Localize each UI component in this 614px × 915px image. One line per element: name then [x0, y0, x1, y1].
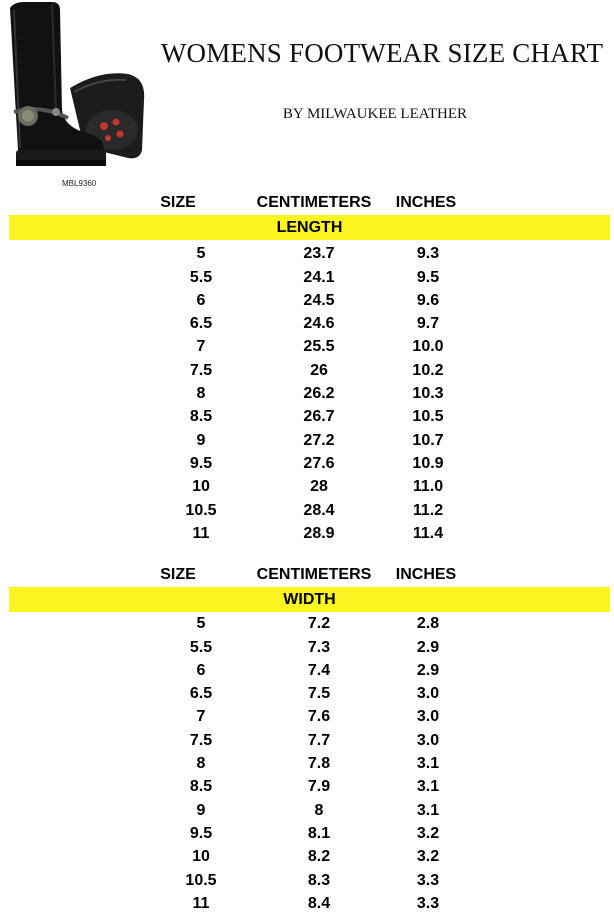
cm-cell: 23.7: [303, 245, 335, 263]
size-cell: 5: [196, 245, 206, 263]
inches-cell: 3.2: [416, 848, 440, 866]
size-cell: 9.5: [189, 454, 213, 472]
cm-cell: 26: [310, 361, 328, 379]
width-rows: [0, 612, 614, 915]
size-cell: 9.5: [189, 824, 213, 842]
inches-header: INCHES: [395, 566, 457, 583]
size-cell: 11: [192, 894, 210, 912]
inches-cell: 9.7: [416, 315, 440, 333]
length-rows: [0, 242, 614, 545]
cm-cell: 24.5: [303, 291, 335, 309]
table-row: [0, 775, 614, 798]
cm-cell: 7.4: [307, 661, 331, 679]
length-band: [9, 215, 610, 240]
table-row: [0, 452, 614, 475]
table-row: [0, 312, 614, 335]
product-sku: MBL9360: [62, 179, 97, 188]
product-image: [0, 0, 150, 195]
size-cell: 10.5: [185, 871, 217, 889]
table-row: [0, 359, 614, 382]
inches-cell: 3.3: [416, 894, 440, 912]
size-cell: 10: [192, 848, 210, 866]
inches-cell: 10.3: [412, 385, 444, 403]
inches-cell: 10.2: [412, 361, 444, 379]
table-row: [0, 382, 614, 405]
size-cell: 9: [196, 431, 206, 449]
inches-cell: 3.1: [416, 801, 440, 819]
cm-cell: 7.3: [307, 638, 331, 656]
length-label: LENGTH: [276, 219, 343, 237]
table-row: [0, 822, 614, 845]
inches-cell: 3.1: [416, 778, 440, 796]
centimeters-header: CENTIMETERS: [256, 194, 372, 211]
size-cell: 7.5: [189, 731, 213, 749]
cm-cell: 8.4: [307, 894, 331, 912]
centimeters-header: CENTIMETERS: [256, 566, 372, 583]
table-row: [0, 705, 614, 728]
inches-cell: 10.9: [412, 454, 444, 472]
table-row: [0, 659, 614, 682]
cm-cell: 7.2: [307, 615, 331, 633]
size-header: SIZE: [160, 194, 196, 211]
cm-cell: 28.9: [303, 524, 335, 542]
inches-cell: 2.9: [416, 638, 440, 656]
cm-cell: 28.4: [303, 501, 335, 519]
size-header: SIZE: [160, 566, 196, 583]
inches-cell: 2.9: [416, 661, 440, 679]
size-cell: 7: [196, 708, 206, 726]
cm-cell: 26.7: [303, 408, 335, 426]
cm-cell: 27.6: [303, 454, 335, 472]
inches-cell: 11.4: [412, 524, 444, 542]
inches-cell: 9.5: [416, 268, 440, 286]
table-row: [0, 892, 614, 915]
table-row: [0, 522, 614, 545]
inches-cell: 3.0: [416, 685, 440, 703]
cm-cell: 24.6: [303, 315, 335, 333]
cm-cell: 28: [310, 478, 328, 496]
size-cell: 10: [192, 478, 210, 496]
cm-cell: 8.3: [307, 871, 331, 889]
cm-cell: 7.6: [307, 708, 331, 726]
size-cell: 11: [192, 524, 210, 542]
width-column-header: [0, 564, 614, 587]
cm-cell: 25.5: [303, 338, 335, 356]
inches-cell: 10.0: [412, 338, 444, 356]
size-cell: 10.5: [185, 501, 217, 519]
size-cell: 9: [196, 801, 206, 819]
inches-cell: 3.0: [416, 708, 440, 726]
length-column-header: [0, 192, 614, 215]
inches-cell: 3.3: [416, 871, 440, 889]
cm-cell: 7.8: [307, 755, 331, 773]
inches-cell: 2.8: [416, 615, 440, 633]
cm-cell: 7.9: [307, 778, 331, 796]
size-cell: 5.5: [189, 638, 213, 656]
boot-illustration: [0, 0, 150, 180]
table-row: [0, 799, 614, 822]
length-section: [0, 192, 614, 545]
table-row: [0, 612, 614, 635]
table-row: [0, 499, 614, 522]
inches-cell: 10.5: [412, 408, 444, 426]
inches-cell: 9.6: [416, 291, 440, 309]
table-row: [0, 752, 614, 775]
table-row: [0, 869, 614, 892]
size-cell: 8.5: [189, 778, 213, 796]
inches-cell: 11.0: [412, 478, 444, 496]
size-cell: 6: [196, 291, 206, 309]
page-title: WOMENS FOOTWEAR SIZE CHART: [160, 38, 604, 68]
size-cell: 8: [196, 755, 206, 773]
inches-cell: 9.3: [416, 245, 440, 263]
table-row: [0, 729, 614, 752]
inches-cell: 3.2: [416, 824, 440, 842]
inches-cell: 3.1: [416, 755, 440, 773]
inches-cell: 11.2: [412, 501, 444, 519]
cm-cell: 7.5: [307, 685, 331, 703]
size-cell: 6: [196, 661, 206, 679]
size-cell: 7.5: [189, 361, 213, 379]
size-cell: 7: [196, 338, 206, 356]
cm-cell: 7.7: [307, 731, 331, 749]
size-cell: 6.5: [189, 685, 213, 703]
size-cell: 8: [196, 385, 206, 403]
table-row: [0, 475, 614, 498]
inches-cell: 3.0: [416, 731, 440, 749]
cm-cell: 24.1: [303, 268, 335, 286]
size-cell: 5.5: [189, 268, 213, 286]
inches-header: INCHES: [395, 194, 457, 211]
width-section: [0, 564, 614, 915]
table-row: [0, 405, 614, 428]
table-row: [0, 242, 614, 265]
table-row: [0, 845, 614, 868]
cm-cell: 27.2: [303, 431, 335, 449]
width-label: WIDTH: [283, 591, 336, 609]
cm-cell: 26.2: [303, 385, 335, 403]
size-cell: 6.5: [189, 315, 213, 333]
table-row: [0, 682, 614, 705]
table-row: [0, 429, 614, 452]
size-cell: 8.5: [189, 408, 213, 426]
size-cell: 5: [196, 615, 206, 633]
cm-cell: 8: [314, 801, 324, 819]
cm-cell: 8.1: [307, 824, 331, 842]
inches-cell: 10.7: [412, 431, 444, 449]
table-row: [0, 266, 614, 289]
table-row: [0, 335, 614, 358]
width-band: [9, 587, 610, 612]
table-row: [0, 289, 614, 312]
cm-cell: 8.2: [307, 848, 331, 866]
table-row: [0, 636, 614, 659]
page-subtitle: BY MILWAUKEE LEATHER: [282, 106, 468, 122]
